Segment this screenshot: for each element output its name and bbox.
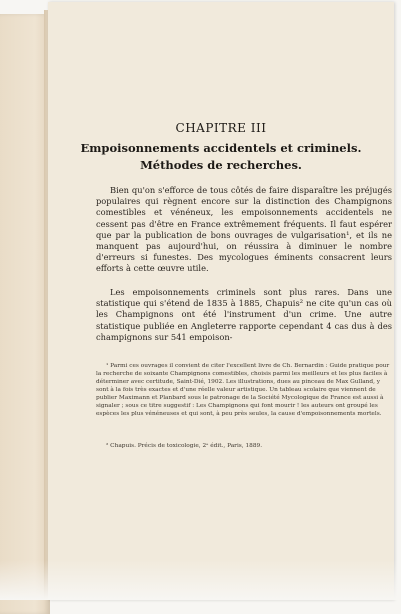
- chapter-heading: CHAPITRE III: [175, 121, 267, 135]
- body-paragraph-1: Bien qu'on s'efforce de tous côtés de faire disparaître les préjugés populaires qui règnent encore sur la distinction des Champignons comestibles et vénéneux, les empoisonnements accidentels ne cessent pas d'être en France extrêmement fréquents. Il faut espérer que par la publication de bons ouvrages de vulgarisation¹, et ils ne manquent pas aujourd'hui, on réussira à diminuer le nombre d'erreurs si funestes. Des mycologues éminents consacrent leurs efforts à cette œuvre utile.: [96, 185, 392, 274]
- footnote-2: ² Chapuis. Précis de toxicologie, 2ᵉ édit., Paris, 1889.: [106, 443, 263, 449]
- footnote-1: ¹ Parmi ces ouvrages il convient de citer l'excellent livre de Ch. Bernardin : Guide pratique pour la recherche de soixante Champignons comestibles, choisis parmi les meilleurs et les plus faciles à déterminer avec certitude, Saint-Dié, 1902. Les illustrations, dues au pinceau de Max Gulland, y sont à la fois très exactes et d'une réelle valeur artistique. Un tableau scolaire que viennent de publier Maximann et Planbard sous le patronage de la Société Mycologique de France est aussi à signaler ; sous ce titre suggestif : Les Champignons qui font mourir ! les auteurs ont groupé les espèces les plus vénéneuses et qui sont, à peu près seules, la cause d'empoisonnements mortels.: [96, 363, 390, 417]
- left-page-edge: [0, 14, 50, 614]
- chapter-title-line2: Méthodes de recherches.: [140, 158, 302, 172]
- chapter-title-line1: Empoisonnements accidentels et criminels.: [80, 141, 362, 155]
- body-paragraph-2: Les empoisonnements criminels sont plus rares. Dans une statistique qui s'étend de 1835 à 1885, Chapuis² ne cite qu'un cas où les Champignons ont été l'instrument d'un crime. Une autre statistique publiée en Angleterre rapporte cependant 4 cas dus à des champignons sur 541 empoison-: [96, 287, 392, 342]
